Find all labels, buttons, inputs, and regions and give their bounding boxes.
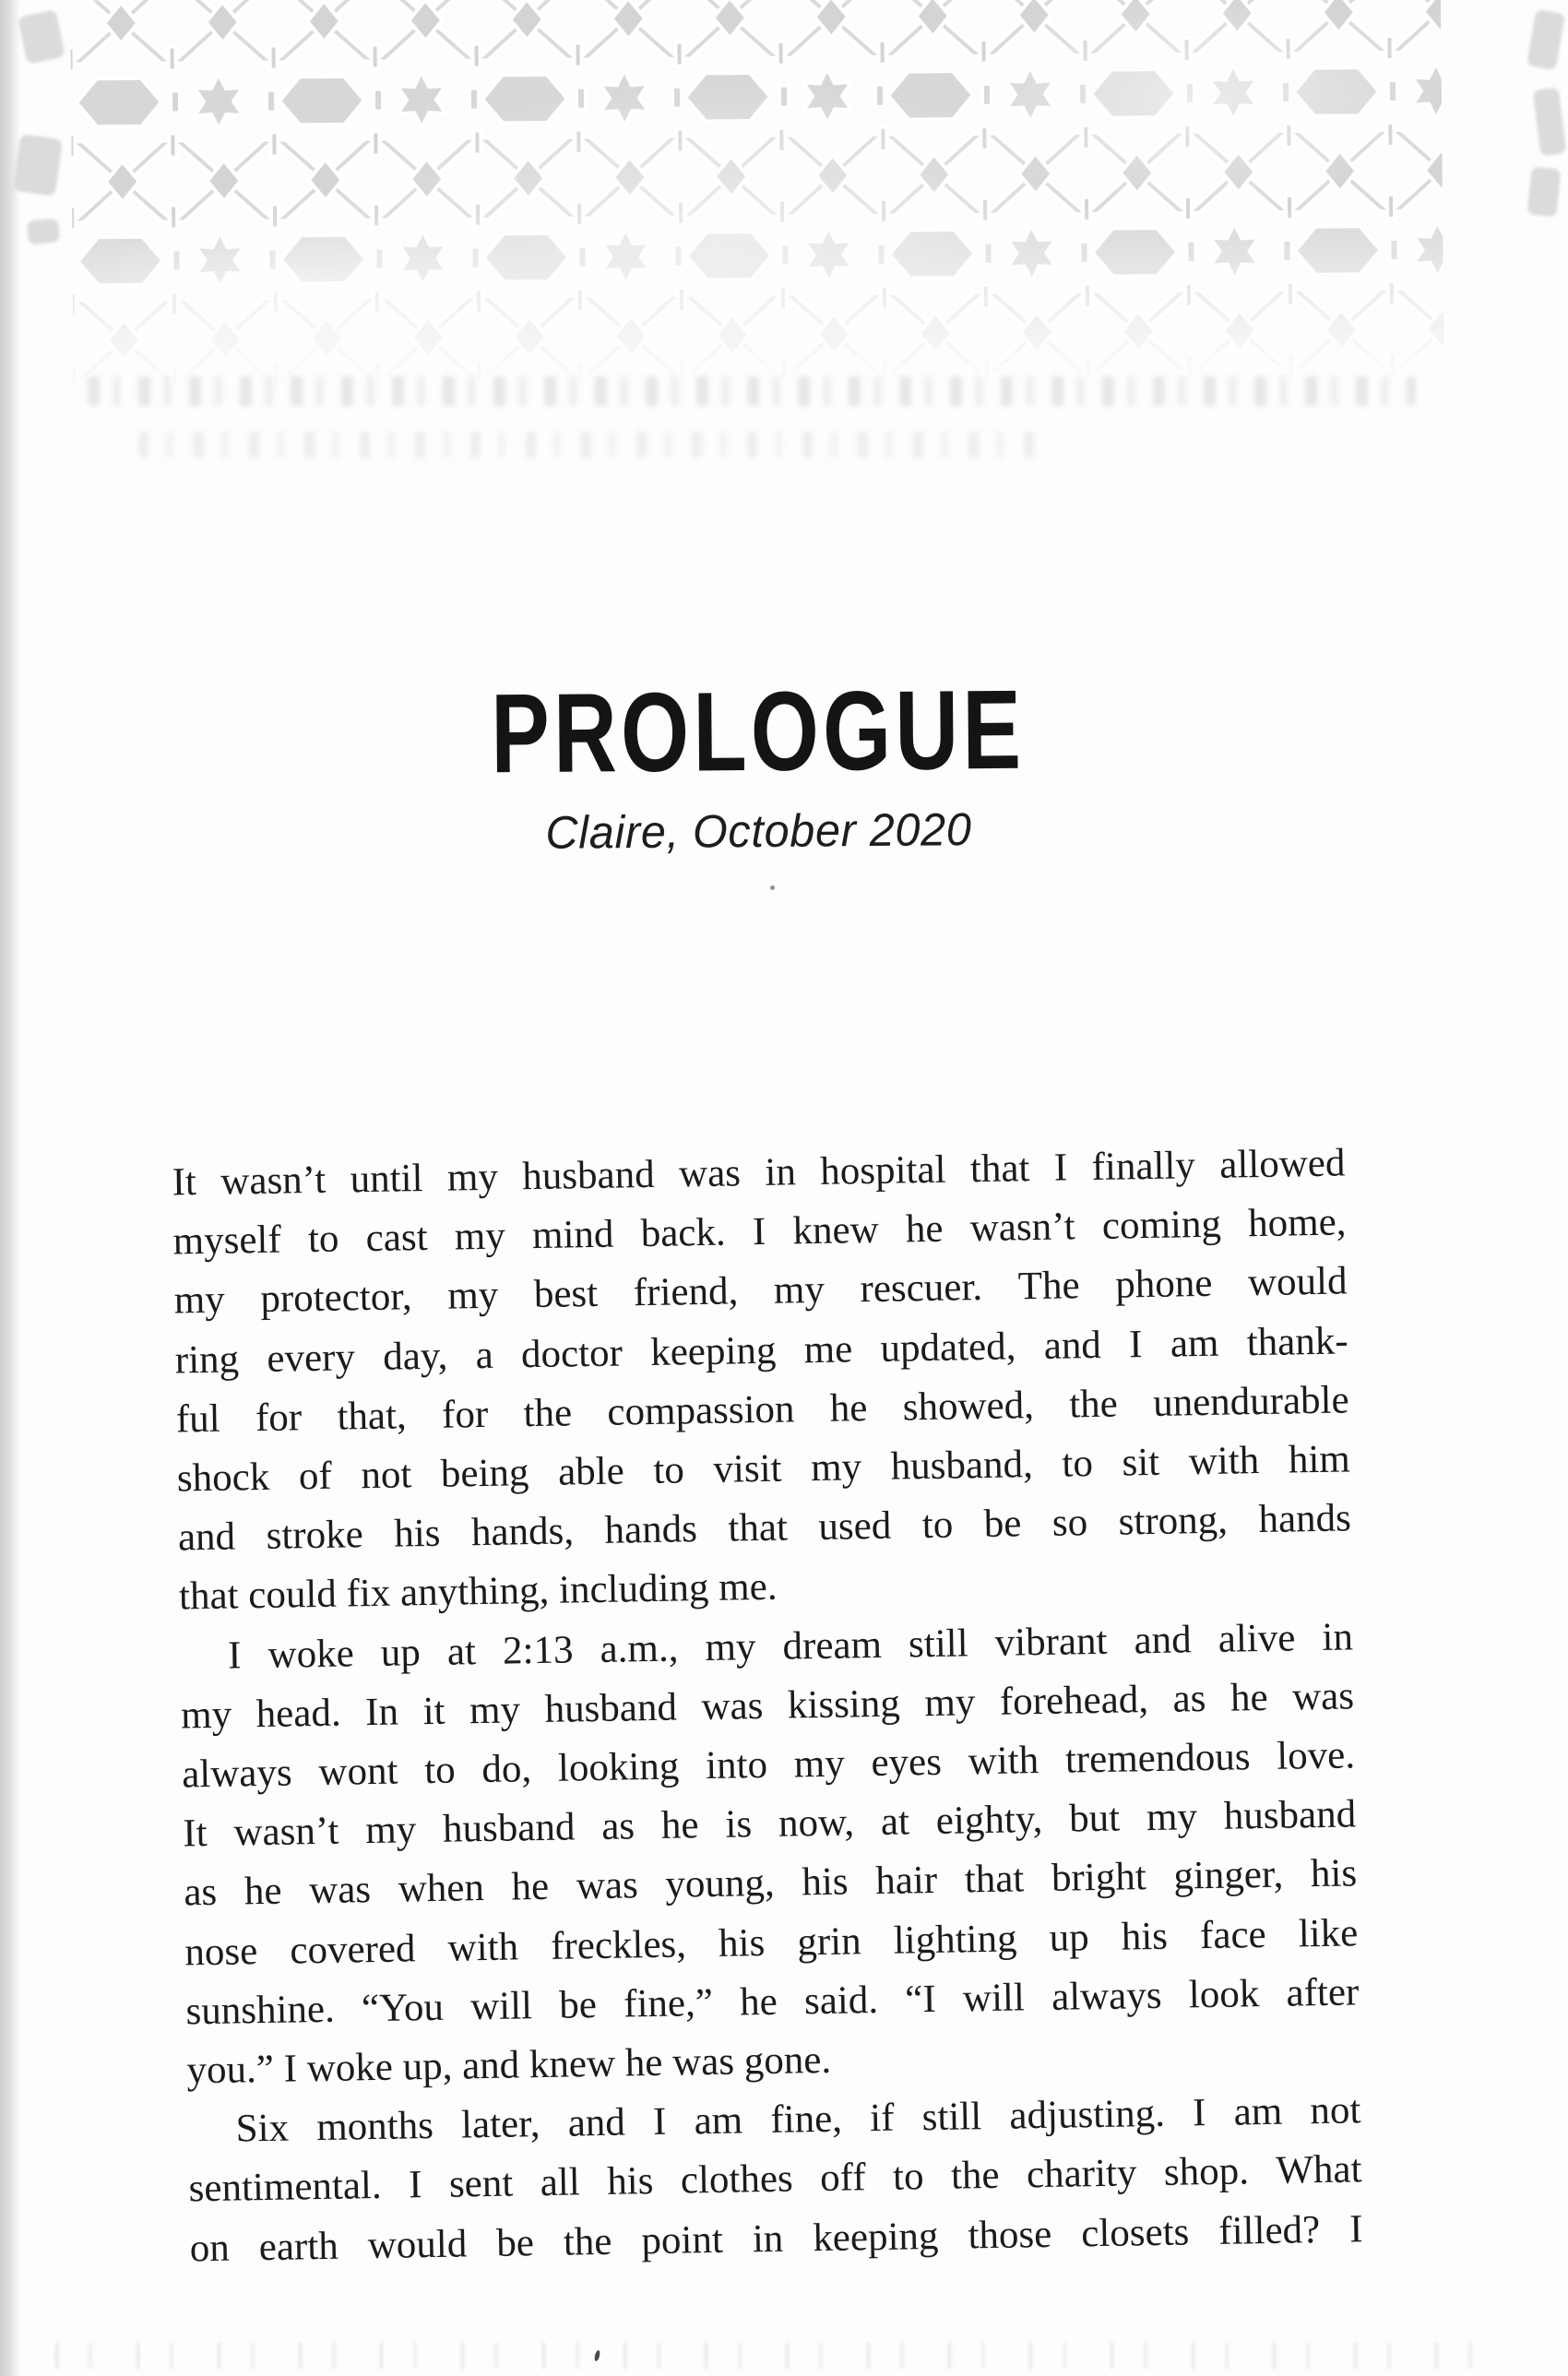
body-text <box>172 1134 1363 2278</box>
text-line: my head. In it my husband was kissing my forehead, as he was <box>180 1674 1355 1738</box>
text-line: sunshine. “You will be fine,” he said. “I will always look after <box>185 1970 1360 2034</box>
scan-gutter-shadow <box>0 0 20 2376</box>
text-line: my protector, my best friend, my rescuer. The phone would <box>173 1259 1348 1323</box>
scan-dot-artifact <box>770 885 775 890</box>
chapter-title: PROLOGUE <box>490 666 1026 797</box>
pattern-fragment <box>1526 166 1561 217</box>
text-line: sentimental. I sent all his clothes off to the charity shop. What <box>188 2147 1362 2211</box>
zellige-pattern <box>70 0 1444 415</box>
text-line: I woke up at 2:13 a.m., my dream still vibrant and alive in <box>227 1615 1354 1678</box>
zellige-pattern-svg <box>70 0 1444 415</box>
text-line: and stroke his hands, hands that used to be so strong, hands <box>177 1496 1352 1560</box>
text-line: It wasn’t until my husband was in hospital that I finally allowed <box>172 1141 1346 1205</box>
pattern-fragment <box>1533 88 1567 157</box>
text-line: It wasn’t my husband as he is now, at eighty, but my husband <box>182 1792 1357 1856</box>
text-line: shock of not being able to visit my husband, to sit with him <box>176 1437 1351 1501</box>
text-line: Six months later, and I am fine, if still adjusting. I am not <box>235 2088 1361 2151</box>
bleedthrough-artifact <box>88 376 1416 406</box>
pattern-fragment <box>1526 9 1565 71</box>
pattern-fragment <box>27 219 60 245</box>
text-line: myself to cast my mind back. I knew he wasn’t coming home, <box>172 1200 1347 1264</box>
text-line: nose covered with freckles, his grin lighting up his face like <box>184 1910 1359 1975</box>
text-line: ring every day, a doctor keeping me updated, and I am thank- <box>174 1319 1348 1383</box>
chapter-header <box>171 666 1345 859</box>
text-line: on earth would be the point in keeping those closets filled? I <box>189 2206 1363 2271</box>
text-line: always wont to do, looking into my eyes with tremendous love. <box>181 1733 1356 1797</box>
text-line: you.” I woke up, and knew he was gone. <box>186 2037 832 2093</box>
pattern-fragment <box>13 134 63 196</box>
text-line: ful for that, for the compassion he showed, the unendurable <box>175 1378 1350 1442</box>
text-line: that could fix anything, including me. <box>178 1565 778 1619</box>
text-line: as he was when he was young, his hair that bright ginger, his <box>183 1851 1358 1915</box>
bleedthrough-artifact <box>138 432 1051 457</box>
pattern-fragment <box>18 9 65 65</box>
scan-noise-strip <box>55 2343 1513 2369</box>
chapter-subtitle: Claire, October 2020 <box>545 803 972 859</box>
